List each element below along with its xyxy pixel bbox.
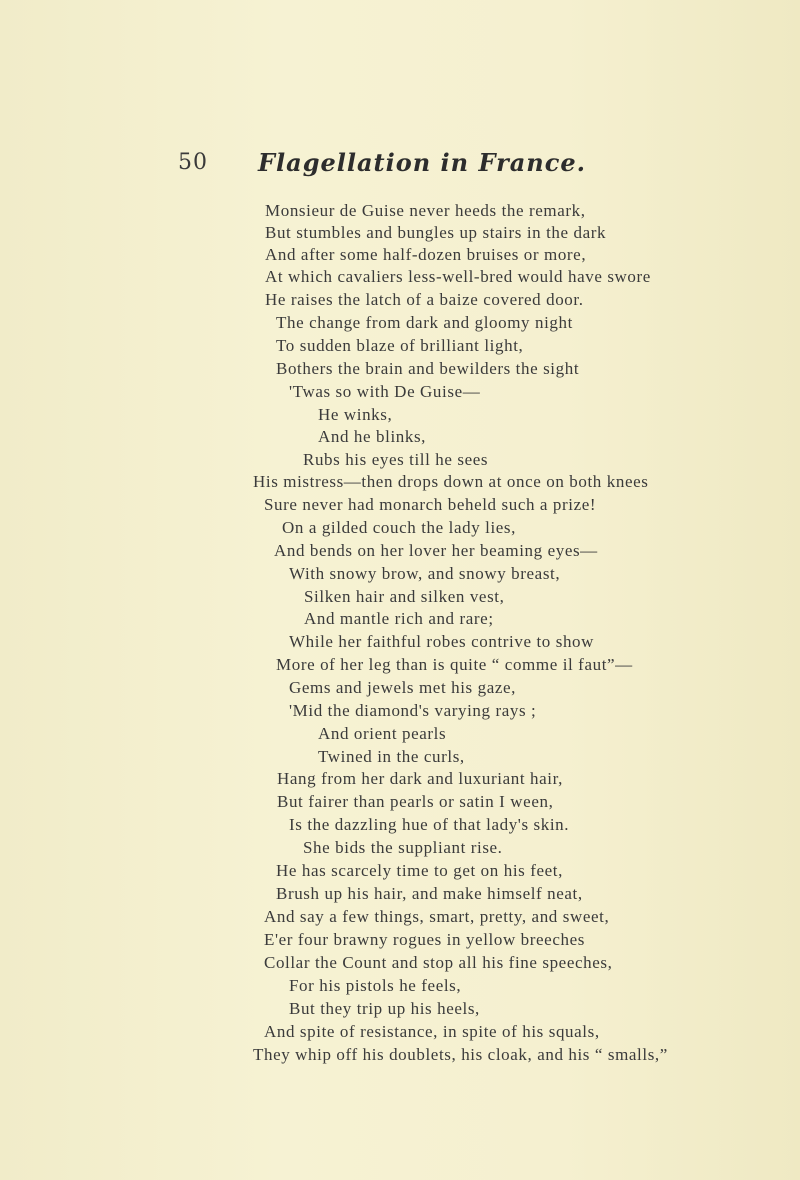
poem-line: Brush up his hair, and make himself neat, bbox=[276, 884, 583, 903]
poem-line: To sudden blaze of brilliant light, bbox=[276, 336, 524, 355]
poem-line: The change from dark and gloomy night bbox=[276, 313, 573, 332]
poem-line: With snowy brow, and snowy breast, bbox=[289, 564, 561, 583]
poem-line: And orient pearls bbox=[318, 724, 447, 743]
poem-line: On a gilded couch the lady lies, bbox=[282, 518, 516, 537]
poem-line: And say a few things, smart, pretty, and sweet, bbox=[264, 907, 610, 926]
poem-line: More of her leg than is quite “ comme il faut”— bbox=[276, 655, 633, 674]
poem-line: While her faithful robes contrive to show bbox=[289, 632, 595, 651]
poem-line: But fairer than pearls or satin I ween, bbox=[277, 792, 554, 811]
poem-line: Bothers the brain and bewilders the sight bbox=[276, 359, 580, 378]
running-title: Flagellation in France. bbox=[258, 148, 586, 177]
poem-line: Hang from her dark and luxuriant hair, bbox=[277, 769, 564, 788]
poem-line: His mistress—then drops down at once on both knees bbox=[253, 472, 649, 491]
poem-line: Sure never had monarch beheld such a prize! bbox=[264, 495, 597, 514]
poem-line: He raises the latch of a baize covered door. bbox=[265, 290, 584, 309]
poem-line: Silken hair and silken vest, bbox=[304, 587, 505, 606]
page-number: 50 bbox=[178, 150, 208, 175]
poem-line: She bids the suppliant rise. bbox=[303, 838, 503, 857]
poem-line: They whip off his doublets, his cloak, and his “ smalls,” bbox=[253, 1045, 668, 1064]
poem-line: And he blinks, bbox=[318, 427, 427, 446]
poem-line: And spite of resistance, in spite of his squals, bbox=[264, 1022, 600, 1041]
poem-line: He winks, bbox=[318, 405, 393, 424]
poem-line: And bends on her lover her beaming eyes— bbox=[274, 541, 598, 560]
poem-line: E'er four brawny rogues in yellow breeches bbox=[264, 930, 585, 949]
poem-line: Twined in the curls, bbox=[318, 747, 465, 766]
poem-line: Is the dazzling hue of that lady's skin. bbox=[289, 815, 570, 834]
poem-line: And mantle rich and rare; bbox=[304, 609, 494, 628]
poem-line: Gems and jewels met his gaze, bbox=[289, 678, 517, 697]
poem-line: But stumbles and bungles up stairs in the dark bbox=[265, 223, 607, 242]
poem-line: 'Twas so with De Guise— bbox=[289, 382, 481, 401]
poem-line: He has scarcely time to get on his feet, bbox=[276, 861, 563, 880]
poem-line: 'Mid the diamond's varying rays ; bbox=[289, 701, 537, 720]
poem-line: But they trip up his heels, bbox=[289, 999, 480, 1018]
poem-line: Rubs his eyes till he sees bbox=[303, 450, 489, 469]
poem-line: Monsieur de Guise never heeds the remark, bbox=[265, 201, 586, 220]
poem-line: And after some half-dozen bruises or more, bbox=[265, 245, 587, 264]
poem-line: Collar the Count and stop all his fine speeches, bbox=[264, 953, 613, 972]
poem-line: At which cavaliers less-well-bred would have swore bbox=[265, 267, 651, 286]
poem-line: For his pistols he feels, bbox=[289, 976, 462, 995]
